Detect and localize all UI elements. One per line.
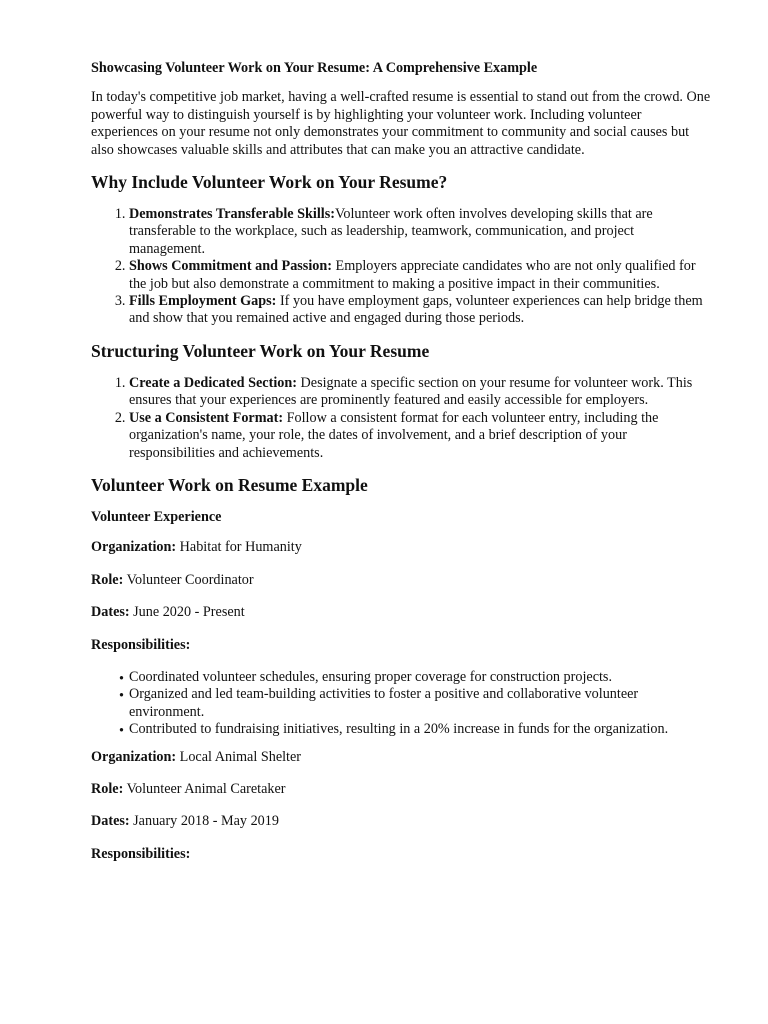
item-label: Shows Commitment and Passion: [129,258,332,275]
list-item [129,410,711,462]
item-text: Designate a specific section on your resume for volunteer work. This ensures that your experiences are prominently featured and easily accessible for employers. [129,374,693,409]
responsibilities-label: Responsibilities: [91,636,191,653]
field-label: Organization: [91,539,177,556]
item-text: Employers appreciate candidates who are not only qualified for the job but also demonstrate a commitment to making a positive impact in their communities. [129,258,696,292]
field-value: June 2020 - Present [133,604,245,621]
list-item: • Organized and led team-building activities to foster a positive and collaborative volunteer environment. [129,686,711,721]
item-text: Follow a consistent format for each volunteer entry, including the organization's name, your role, the dates of involvement, and a brief description of your responsibilities and achievements. [129,409,659,461]
role-field [91,781,711,798]
document-title: Showcasing Volunteer Work on Your Resume: A Comprehensive Example [91,60,538,76]
field-label: Dates: [91,604,130,621]
item-label: Demonstrates Transferable Skills: [129,206,335,223]
document-content [91,60,711,863]
structuring-heading: Structuring Volunteer Work on Your Resume [91,340,430,361]
item-label: Fills Employment Gaps: [129,293,277,310]
list-item: • Coordinated volunteer schedules, ensuring proper coverage for construction projects. [129,669,711,686]
organization-field [91,539,711,556]
field-value: Volunteer Coordinator [126,571,254,588]
field-label: Organization: [91,748,177,765]
responsibilities-label: Responsibilities: [91,845,191,862]
field-label: Role: [91,571,124,588]
structuring-list [91,375,711,462]
field-value: Habitat for Humanity [179,539,302,556]
dates-field [91,604,711,621]
field-value: Local Animal Shelter [179,748,302,765]
list-item [129,293,711,328]
role-field [91,572,711,589]
list-item [129,206,711,258]
list-item [129,375,711,410]
why-heading: Why Include Volunteer Work on Your Resume? [91,172,448,193]
organization-field [91,749,711,766]
item-label: Use a Consistent Format: [129,409,284,426]
intro-paragraph: In today's competitive job market, having a well-crafted resume is essential to stand out from the crowd. One powerful way to distinguish yourself is by highlighting your volunteer work. Including volunteer experiences on your resume not only demonstrates your commitment to community and social causes but also showcases valuable skills and attributes that can make you an attractive candidate. [91,89,711,158]
field-label: Dates: [91,813,130,830]
item-text: If you have employment gaps, volunteer experiences can help bridge them and show that you remained active and engaged during those periods. [129,293,703,327]
list-item: • Contributed to fundraising initiatives, resulting in a 20% increase in funds for the organization. [129,721,711,738]
item-text: Volunteer work often involves developing skills that are transferable to the workplace, such as leadership, teamwork, communication, and project management. [129,206,653,257]
why-list [91,206,711,328]
field-value: Volunteer Animal Caretaker [126,780,286,797]
field-label: Role: [91,780,124,797]
dates-field [91,813,711,830]
responsibilities-list [91,669,711,739]
example-heading: Volunteer Work on Resume Example [91,474,368,495]
item-label: Create a Dedicated Section: [129,374,297,391]
field-value: January 2018 - May 2019 [133,813,279,830]
list-item [129,258,711,293]
section-title: Volunteer Experience [91,508,222,525]
